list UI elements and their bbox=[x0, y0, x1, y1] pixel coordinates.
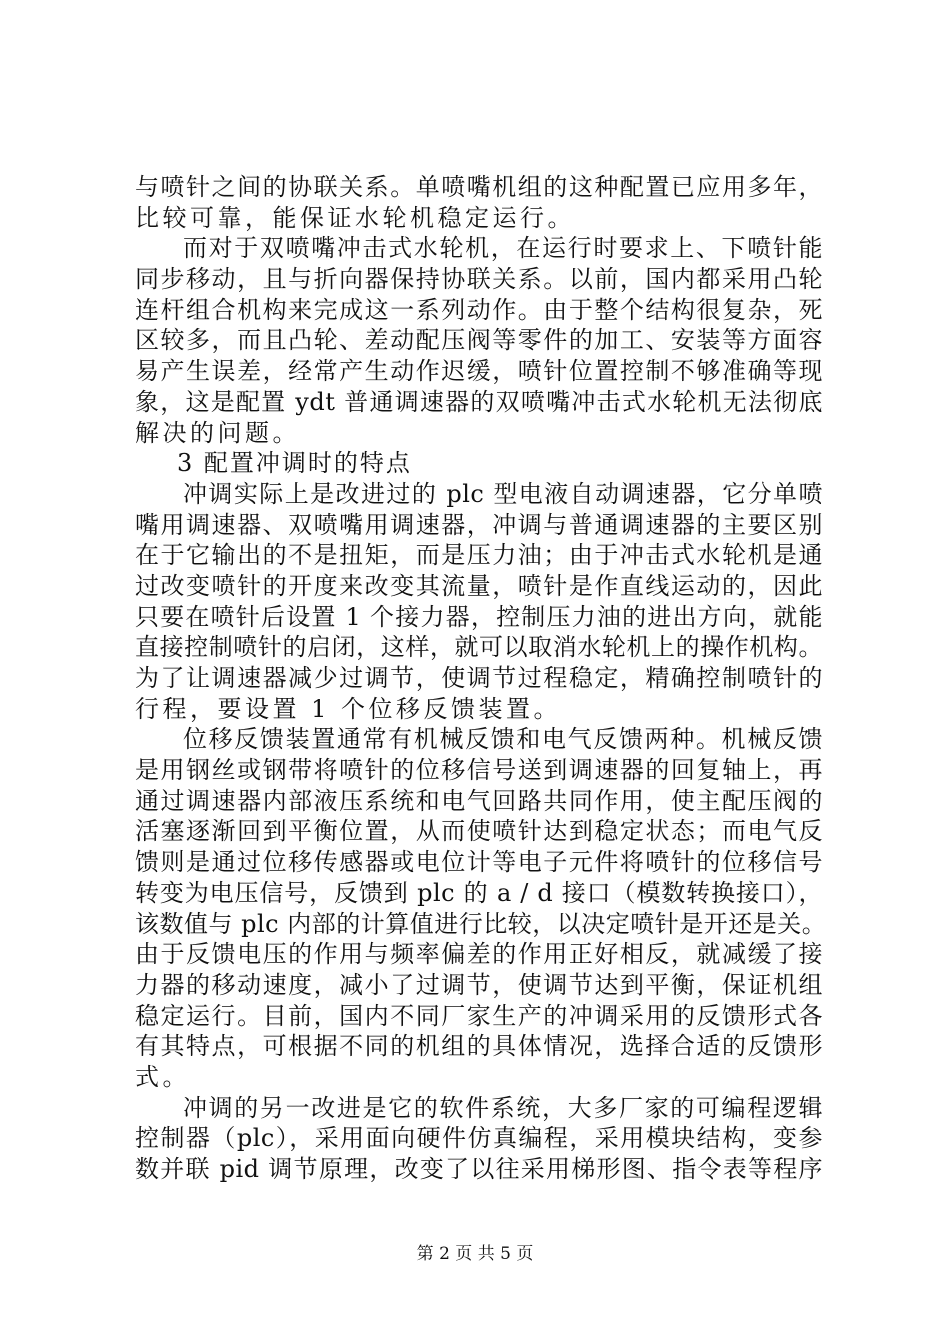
text-line: 象，这是配置 ydt 普通调速器的双喷嘴冲击式水轮机无法彻底 bbox=[135, 387, 823, 416]
text-line: 力器的移动速度，减小了过调节，使调节达到平衡，保证机组 bbox=[135, 970, 823, 999]
text-line: 活塞逐渐回到平衡位置，从而使喷针达到稳定状态；而电气反 bbox=[135, 817, 823, 846]
text-line: 只要在喷针后设置 1 个接力器，控制压力油的进出方向，就能 bbox=[135, 602, 823, 631]
text-line: 转变为电压信号，反馈到 plc 的 a / d 接口（模数转换接口）， bbox=[135, 878, 823, 907]
text-line: 过改变喷针的开度来改变其流量，喷针是作直线运动的，因此 bbox=[135, 571, 823, 600]
text-line: 通过调速器内部液压系统和电气回路共同作用，使主配压阀的 bbox=[135, 786, 823, 815]
document-body bbox=[135, 172, 827, 1185]
text-line: 解决的问题。 bbox=[135, 418, 300, 447]
text-line: 是用钢丝或钢带将喷针的位移信号送到调速器的回复轴上，再 bbox=[135, 756, 823, 785]
text-line: 直接控制喷针的启闭，这样，就可以取消水轮机上的操作机构。 bbox=[135, 633, 823, 662]
text-line: 冲调的另一改进是它的软件系统，大多厂家的可编程逻辑 bbox=[183, 1093, 823, 1122]
text-line: 行程，要设置 1 个位移反馈装置。 bbox=[135, 694, 562, 723]
section-heading: 3 配置冲调时的特点 bbox=[177, 449, 412, 478]
text-line: 与喷针之间的协联关系。单喷嘴机组的这种配置已应用多年， bbox=[135, 173, 823, 201]
text-line: 由于反馈电压的作用与频率偏差的作用正好相反，就减缓了接 bbox=[135, 940, 823, 969]
text-line: 同步移动，且与折向器保持协联关系。以前，国内都采用凸轮 bbox=[135, 265, 823, 294]
text-line: 连杆组合机构来完成这一系列动作。由于整个结构很复杂，死 bbox=[135, 295, 823, 324]
text-line: 位移反馈装置通常有机械反馈和电气反馈两种。机械反馈 bbox=[183, 725, 823, 754]
text-line: 该数值与 plc 内部的计算值进行比较，以决定喷针是开还是关。 bbox=[135, 909, 827, 938]
page-number-footer: 第 2 页 共 5 页 bbox=[416, 1244, 534, 1264]
text-line: 数并联 pid 调节原理，改变了以往采用梯形图、指令表等程序 bbox=[135, 1155, 823, 1183]
text-line: 控制器（plc），采用面向硬件仿真编程，采用模块结构，变参 bbox=[135, 1124, 823, 1153]
text-line: 而对于双喷嘴冲击式水轮机，在运行时要求上、下喷针能 bbox=[183, 234, 823, 263]
text-line: 易产生误差，经常产生动作迟缓，喷针位置控制不够准确等现 bbox=[135, 357, 823, 386]
text-line: 稳定运行。目前，国内不同厂家生产的冲调采用的反馈形式各 bbox=[135, 1001, 823, 1030]
text-line: 式。 bbox=[135, 1062, 190, 1091]
text-line: 比较可靠，能保证水轮机稳定运行。 bbox=[135, 203, 575, 232]
text-line: 嘴用调速器、双喷嘴用调速器，冲调与普通调速器的主要区别 bbox=[135, 510, 823, 539]
text-line: 冲调实际上是改进过的 plc 型电液自动调速器，它分单喷 bbox=[183, 479, 823, 508]
text-line: 区较多，而且凸轮、差动配压阀等零件的加工、安装等方面容 bbox=[135, 326, 823, 355]
text-line: 有其特点，可根据不同的机组的具体情况，选择合适的反馈形 bbox=[135, 1032, 823, 1061]
text-line: 为了让调速器减少过调节，使调节过程稳定，精确控制喷针的 bbox=[135, 664, 823, 692]
text-line: 在于它输出的不是扭矩，而是压力油；由于冲击式水轮机是通 bbox=[135, 541, 823, 570]
text-line: 馈则是通过位移传感器或电位计等电子元件将喷针的位移信号 bbox=[135, 848, 823, 877]
